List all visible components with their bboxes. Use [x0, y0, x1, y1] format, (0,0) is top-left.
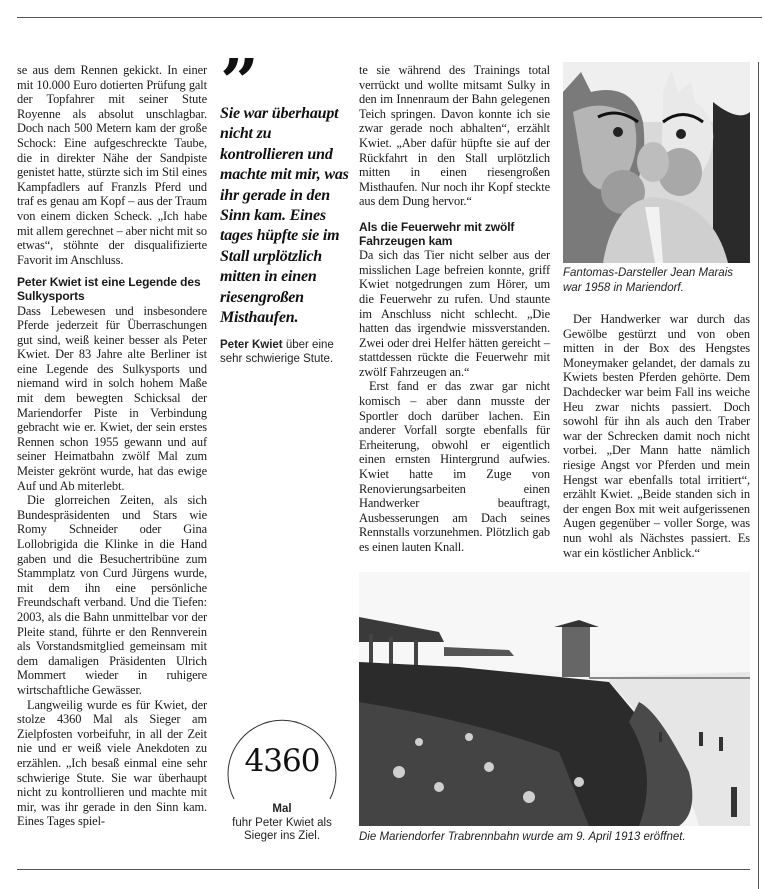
attribution-text: über eine sehr schwierige Stute.	[220, 339, 334, 366]
quotation-mark-icon: ”	[220, 58, 254, 100]
subheading: Peter Kwiet ist eine Legende des Sulkysports	[17, 275, 201, 303]
pull-quote	[220, 58, 350, 366]
bottom-rule	[17, 869, 750, 870]
paragraph: Da sich das Tier nicht selber aus der misslichen Lage befreien konnte, griff Kwiet notgedrungen zum Hörer, um die Feuerwehr zu rufen. Und staunte im Anschluss nicht schlecht. „Die hatten das irgendwie missverstanden. Zwei oder drei Helfer hätten gereicht – stattdessen rückte die Feuerwehr mit zwölf Fahrzeugen an.“	[359, 248, 550, 379]
stat-unit: Mal	[272, 803, 292, 815]
photo-illustration	[359, 572, 750, 826]
paragraph: Die glorreichen Zeiten, als sich Bundespräsidenten und Stars wie Romy Schneider oder Gina Lollobrigida die Klinke in die Hand gaben und die Besuchertribüne zum Stammplatz von Curd Jürgens wurde, mit dem ihn eine persönliche Freundschaft verband. Und die Tiefen: 2003, als die Bahn unmittelbar vor der Pleite stand, führte er den Rennverein als Vorstandsmitglied gemeinsam mit dem damaligen Präsidenten Ulrich Mommert wieder in ruhigere wirtschaftliche Gewässer.	[17, 493, 207, 697]
photo-caption: Die Mariendorfer Trabrennbahn wurde am 9. April 1913 eröffnet.	[359, 831, 686, 843]
photo-illustration	[563, 62, 750, 263]
photo-jean-marais-horses	[563, 62, 750, 263]
photo-racetrack-crowd	[359, 572, 750, 826]
article-column-3	[359, 63, 550, 555]
photo-caption: Fantomas-Darsteller Jean Marais war 1958 in Mariendorf.	[563, 267, 734, 294]
paragraph: se aus dem Rennen gekickt. In einer mit 10.000 Euro dotierten Prüfung galt der Topfahrer mit seiner Stute Royenne als absolut unschlagbar. Doch nach 500 Metern kam der große Schock: Eine aufgeschreckte Taube, die in direkter Nähe der Sandpiste genistet hatte, stürzte sich im Stil eines Kampfadlers auf Franzls Pferd und traf es genau am Kopf – aus der Traum von einem dicken Scheck. „Ich habe mit allem gerechnet – aber nicht mit so etwas“, stöhnte der disqualifizierte Favorit im Anschluss.	[17, 63, 207, 267]
top-rule	[17, 17, 762, 18]
stat-number: 4360	[244, 743, 320, 779]
paragraph: Erst fand er das zwar gar nicht komisch – aber dann musste der Sportler doch darüber lachen. Ein anderer Vorfall sorgte ebenfalls für Erheiterung, obwohl er eigentlich einen ernsten Hintergrund aufwies. Kwiet hatte im Zuge von Renovierungsarbeiten einen Handwerker beauftragt, Ausbesserungen am Dach seines Rennstalls vorzunehmen. Plötzlich gab es einen lauten Knall.	[359, 379, 550, 554]
stat-description: fuhr Peter Kwiet als Sieger ins Ziel.	[232, 816, 332, 842]
pull-quote-attribution	[220, 338, 350, 366]
subheading: Als die Feuerwehr mit zwölf Fahrzeugen kam	[359, 219, 515, 248]
right-rule	[758, 62, 759, 889]
attribution-name: Peter Kwiet	[220, 339, 283, 352]
stat-box	[222, 707, 342, 857]
article-column-4	[563, 312, 750, 560]
paragraph: Langweilig wurde es für Kwiet, der stolze 4360 Mal als Sieger am Zielpfosten vorbeifuhr, in all der Zeit nie und er weiß viele Anekdoten zu erzählen. „Ich besaß einmal eine sehr schwierige Stute. Sie war überhaupt nicht zu kontrollieren und machte mit mir, was ihr gerade in den Sinn kam. Eines Tages spiel-	[17, 697, 207, 829]
paragraph: te sie während des Trainings total verrückt und wollte mitsamt Sulky in den im Innenraum der Bahn gelegenen Teich springen. Davon konnte ich sie zwar gerade noch abhalten“, erzählt Kwiet. „Aber dafür hüpfte sie auf der Rückfahrt in den Stall urplötzlich mitten in einen riesengroßen Misthaufen. Nur noch ihr Kopf steckte aus dem Dung hervor.“	[359, 63, 550, 209]
stat-label	[214, 803, 350, 844]
paragraph: Der Handwerker war durch das Gewölbe gestürzt und von oben mitten in der Box des Hengstes Moneymaker gelandet, der damals zu Kwiets besten Pferden gehörte. Dem Dachdecker war beim Fall ins weiche Heu zwar nichts passiert. Doch sowohl für ihn als auch den Traber war der Schrecken damit noch nicht vorbei. „Der Mann hatte nämlich riesige Angst vor Pferden und mein Hengst war ebenfalls total irritiert“, erzählt Kwiet. „Beide standen sich in der engen Box mit weit aufgerissenen Augen gegenüber – voller Sorge, was nun wohl als Nächstes passiert. Es war ein köstlicher Anblick.“	[563, 312, 750, 560]
pull-quote-text: Sie war überhaupt nicht zu kontrollieren und machte mit mir, was ihr gerade in den Sinn kam. Eines tages hüpfte sie im Stall urplötzlich mitten in einen riesengroßen Misthaufen.	[220, 105, 349, 327]
article-column-1	[17, 63, 207, 829]
paragraph: Dass Lebewesen und insbesondere Pferde jederzeit für Überraschungen gut sind, weiß keiner besser als Peter Kwiet. Der 83 Jahre alte Berliner ist eine Legende des Sulkysports und niemand wird in solch hohem Maße mit dem bewegten Schicksal der Mariendorfer Piste in Verbindung gebracht wie er. Kwiet, der sein erstes Rennen schon 1955 gewann und auf seiner Heimatbahn zwölf Mal zum Meister gekrönt wurde, hat das ewige Auf und Ab miterlebt.	[17, 303, 207, 493]
